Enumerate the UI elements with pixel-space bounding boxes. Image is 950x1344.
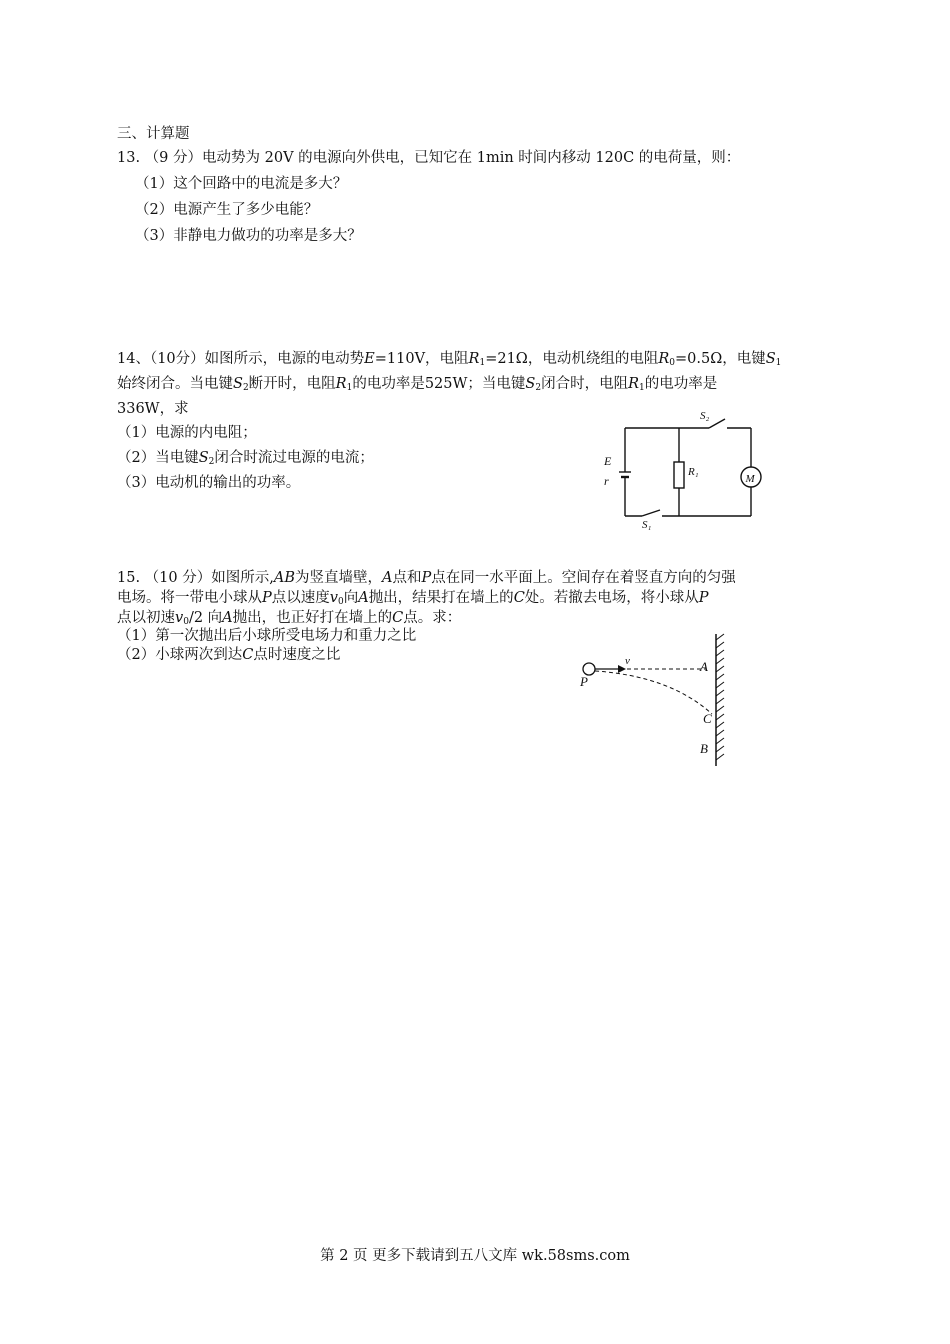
q14-item-3: （3）电动机的输出的功率。 bbox=[117, 475, 301, 491]
q15-line-3: 点以初速$v_0/2$ 向A抛出，也正好打在墙上的C点。求： bbox=[117, 610, 462, 627]
q15-line-1: 15. （10 分）如图所示,AB为竖直墙壁，A点和P点在同一水平面上。空间存在着竖直方向的匀强 bbox=[117, 570, 736, 586]
label-a: A bbox=[700, 659, 708, 674]
q14-line-2: 始终闭合。当电键$S_2$断开时，电阻$R_1$的电功率是525W；当电键$S_2$闭合时，电阻$R_1$的电功率是 bbox=[117, 376, 718, 393]
label-r1: R₁ bbox=[688, 466, 699, 478]
q15-item-2: （2）小球两次到达C点时速度之比 bbox=[117, 647, 341, 663]
q15-item-1: （1）第一次抛出后小球所受电场力和重力之比 bbox=[117, 628, 417, 644]
label-p: P bbox=[580, 674, 588, 689]
q13-item-3: （3）非静电力做功的功率是多大？ bbox=[135, 228, 362, 244]
q13-item-2: （2）电源产生了多少电能？ bbox=[135, 202, 319, 218]
q13-item-1: （1）这个回路中的电流是多大？ bbox=[135, 176, 348, 192]
label-c: C bbox=[703, 711, 712, 726]
q15-line-2: 电场。将一带电小球从P点以速度$v_0$向A抛出，结果打在墙上的C处。若撤去电场，将小球从P bbox=[117, 590, 709, 607]
label-s1: S₁ bbox=[642, 519, 652, 530]
label-v: v bbox=[625, 655, 630, 667]
page-footer: 第 2 页 更多下载请到五八文库 wk.58sms.com bbox=[320, 1248, 630, 1264]
motor-icon: M bbox=[745, 473, 755, 485]
label-b: B bbox=[700, 741, 708, 756]
q14-number: 14、（10分） bbox=[117, 351, 205, 367]
label-r: r bbox=[604, 474, 609, 488]
circuit-diagram bbox=[590, 405, 770, 530]
label-s2: S₂ bbox=[700, 410, 710, 422]
q14-item-1: （1）电源的内电阻； bbox=[117, 425, 257, 441]
projectile-diagram bbox=[570, 628, 740, 773]
q13-head: 13. （9 分）电动势为 20V 的电源向外供电，已知它在 1min 时间内移动 120C 的电荷量，则： bbox=[117, 150, 741, 166]
q14-line-1: 14、（10分）如图所示，电源的电动势E=110V，电阻$R_1=21\Omega$，电动机绕组的电阻$R_0=0.5\Omega$，电键$S_1$ bbox=[117, 351, 782, 368]
q14-item-2: （2）当电键$S_2$闭合时流过电源的电流； bbox=[117, 450, 374, 467]
label-e: E bbox=[604, 454, 612, 468]
q14-line-3: 336W，求 bbox=[117, 401, 189, 417]
section-title: 三、计算题 bbox=[117, 126, 190, 142]
